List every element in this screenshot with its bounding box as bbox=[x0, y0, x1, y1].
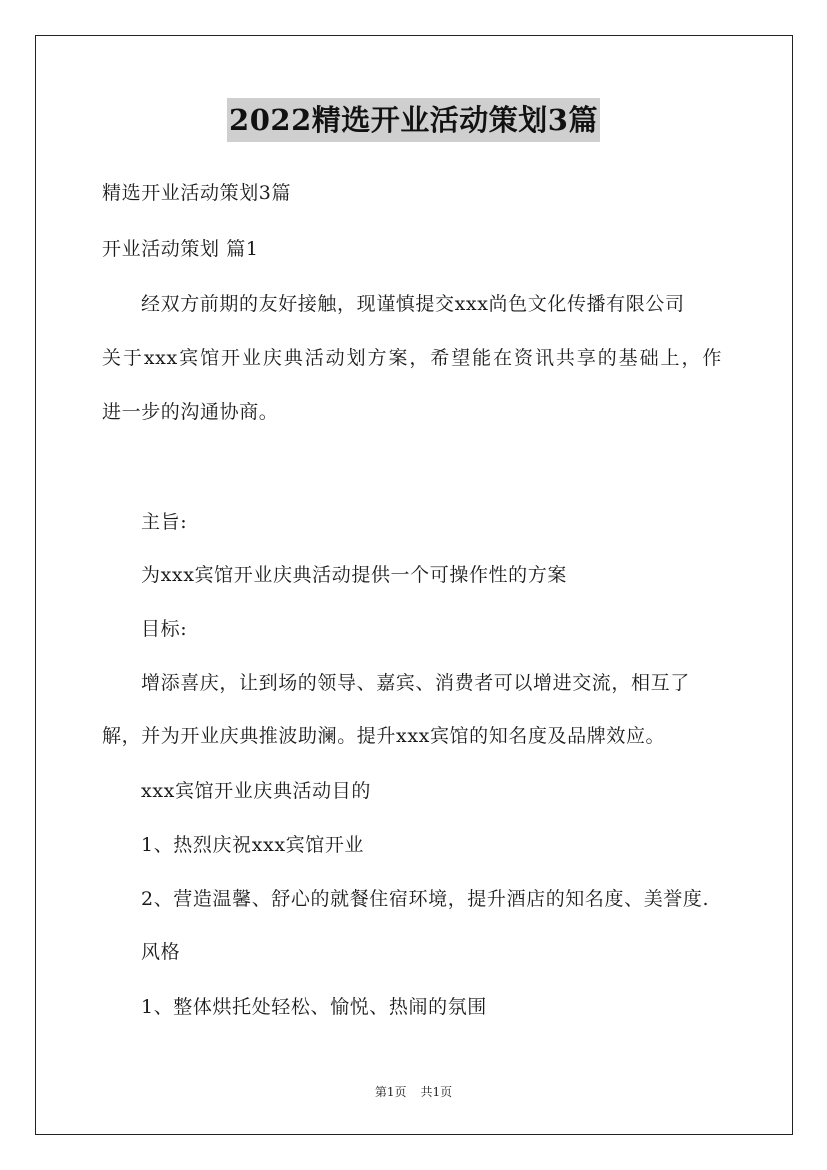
paragraph-line: 关于xxx宾馆开业庆典活动划方案，希望能在资讯共享的基础上，作 bbox=[102, 347, 722, 369]
paragraph-line: 目标: bbox=[141, 618, 188, 640]
page-total: 共1页 bbox=[420, 1085, 453, 1099]
list-item: 1、热烈庆祝xxx宾馆开业 bbox=[141, 834, 365, 856]
page-current: 第1页 bbox=[374, 1085, 407, 1099]
paragraph-line: 进一步的沟通协商。 bbox=[102, 401, 279, 423]
paragraph-line: xxx宾馆开业庆典活动目的 bbox=[141, 780, 371, 802]
list-item: 2、营造温馨、舒心的就餐住宿环境，提升酒店的知名度、美誉度. bbox=[141, 888, 710, 910]
paragraph-line: 经双方前期的友好接触，现谨慎提交xxx尚色文化传播有限公司 bbox=[141, 293, 685, 315]
paragraph-line: 主旨: bbox=[141, 511, 188, 533]
subtitle-line: 精选开业活动策划3篇 bbox=[102, 182, 292, 204]
section-heading: 开业活动策划 篇1 bbox=[102, 238, 259, 260]
paragraph-line: 解，并为开业庆典推波助澜。提升xxx宾馆的知名度及品牌效应。 bbox=[102, 725, 666, 747]
title-container bbox=[0, 98, 827, 142]
paragraph-line: 为xxx宾馆开业庆典活动提供一个可操作性的方案 bbox=[141, 564, 567, 586]
page-footer bbox=[0, 1084, 827, 1100]
list-item: 1、整体烘托处轻松、愉悦、热闹的氛围 bbox=[141, 996, 487, 1018]
paragraph-line: 风格 bbox=[141, 941, 181, 963]
document-title: 2022精选开业活动策划3篇 bbox=[227, 98, 600, 142]
paragraph-line: 增添喜庆，让到场的领导、嘉宾、消费者可以增进交流，相互了 bbox=[141, 672, 690, 694]
